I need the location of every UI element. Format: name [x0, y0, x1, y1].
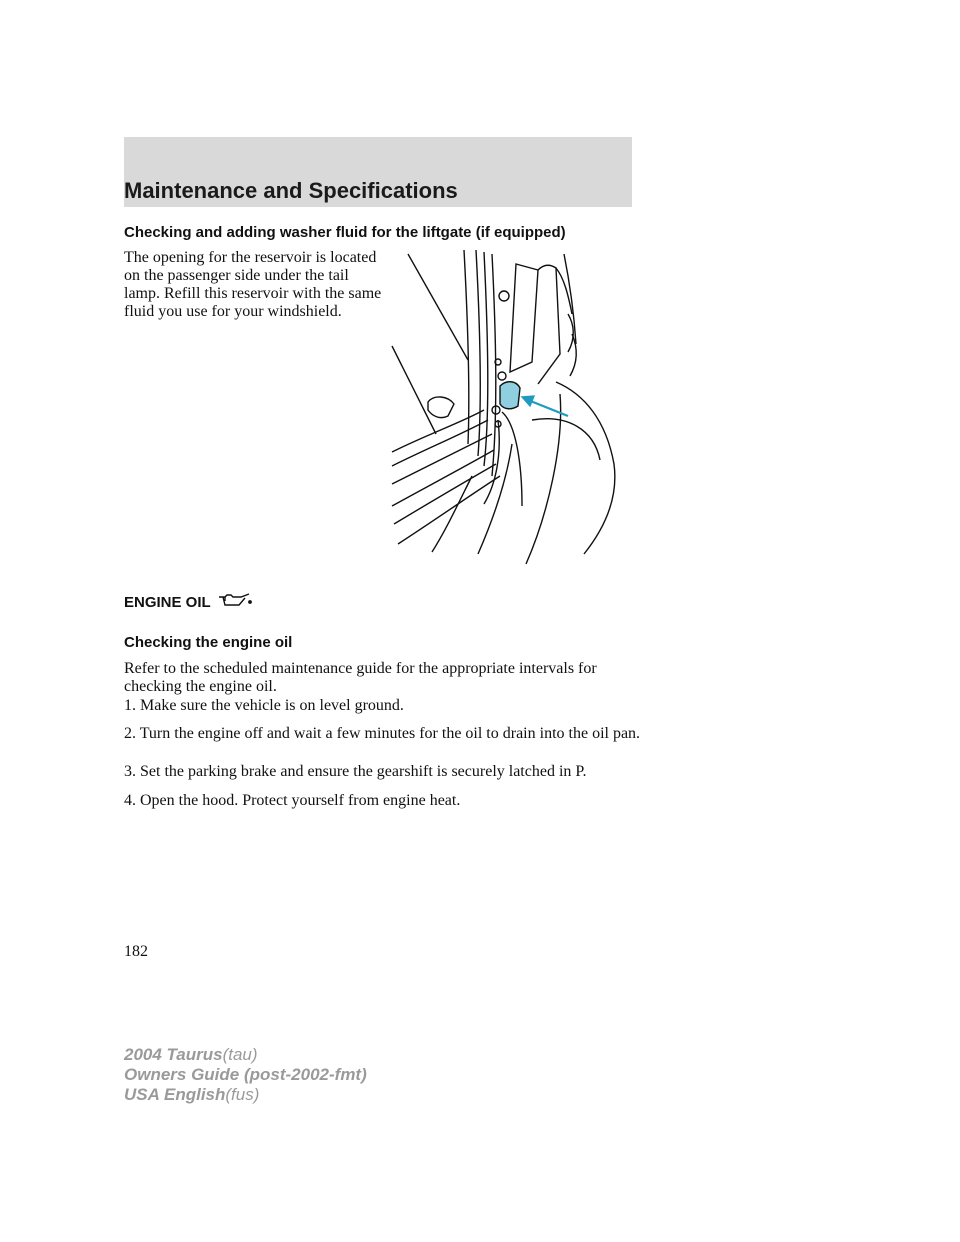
washer-heading: Checking and adding washer fluid for the liftgate (if equipped) — [124, 224, 566, 241]
engine-oil-heading — [124, 592, 253, 612]
footer-line-1 — [124, 1045, 367, 1065]
footer-line-2 — [124, 1065, 367, 1085]
washer-body: The opening for the reservoir is located on the passenger side under the tail lamp. Refill this reservoir with the same fluid you use for your windshield. — [124, 249, 382, 320]
footer-language-code: (fus) — [225, 1085, 260, 1104]
footer-guide: Owners Guide (post-2002-fmt) — [124, 1065, 367, 1084]
oil-can-icon — [217, 592, 253, 612]
liftgate-reservoir-illustration — [388, 244, 633, 572]
footer-language: USA English — [124, 1085, 226, 1104]
oil-intro-text: Refer to the scheduled maintenance guide for the appropriate intervals for checking the engine oil. — [124, 660, 597, 695]
oil-step-1: 1. Make sure the vehicle is on level ground. — [124, 697, 404, 714]
checking-oil-subheading: Checking the engine oil — [124, 634, 293, 651]
oil-step-2: 2. Turn the engine off and wait a few minutes for the oil to drain into the oil pan. — [124, 725, 641, 742]
document-footer — [124, 1045, 367, 1105]
page-number: 182 — [124, 943, 148, 960]
engine-oil-heading-text: ENGINE OIL — [124, 593, 211, 611]
page-title: Maintenance and Specifications — [124, 178, 458, 203]
footer-line-3 — [124, 1085, 367, 1105]
oil-step-3: 3. Set the parking brake and ensure the gearshift is securely latched in P. — [124, 763, 587, 780]
oil-step-4: 4. Open the hood. Protect yourself from engine heat. — [124, 792, 461, 809]
footer-model-code: (tau) — [222, 1045, 258, 1064]
footer-model: 2004 Taurus — [124, 1045, 223, 1064]
